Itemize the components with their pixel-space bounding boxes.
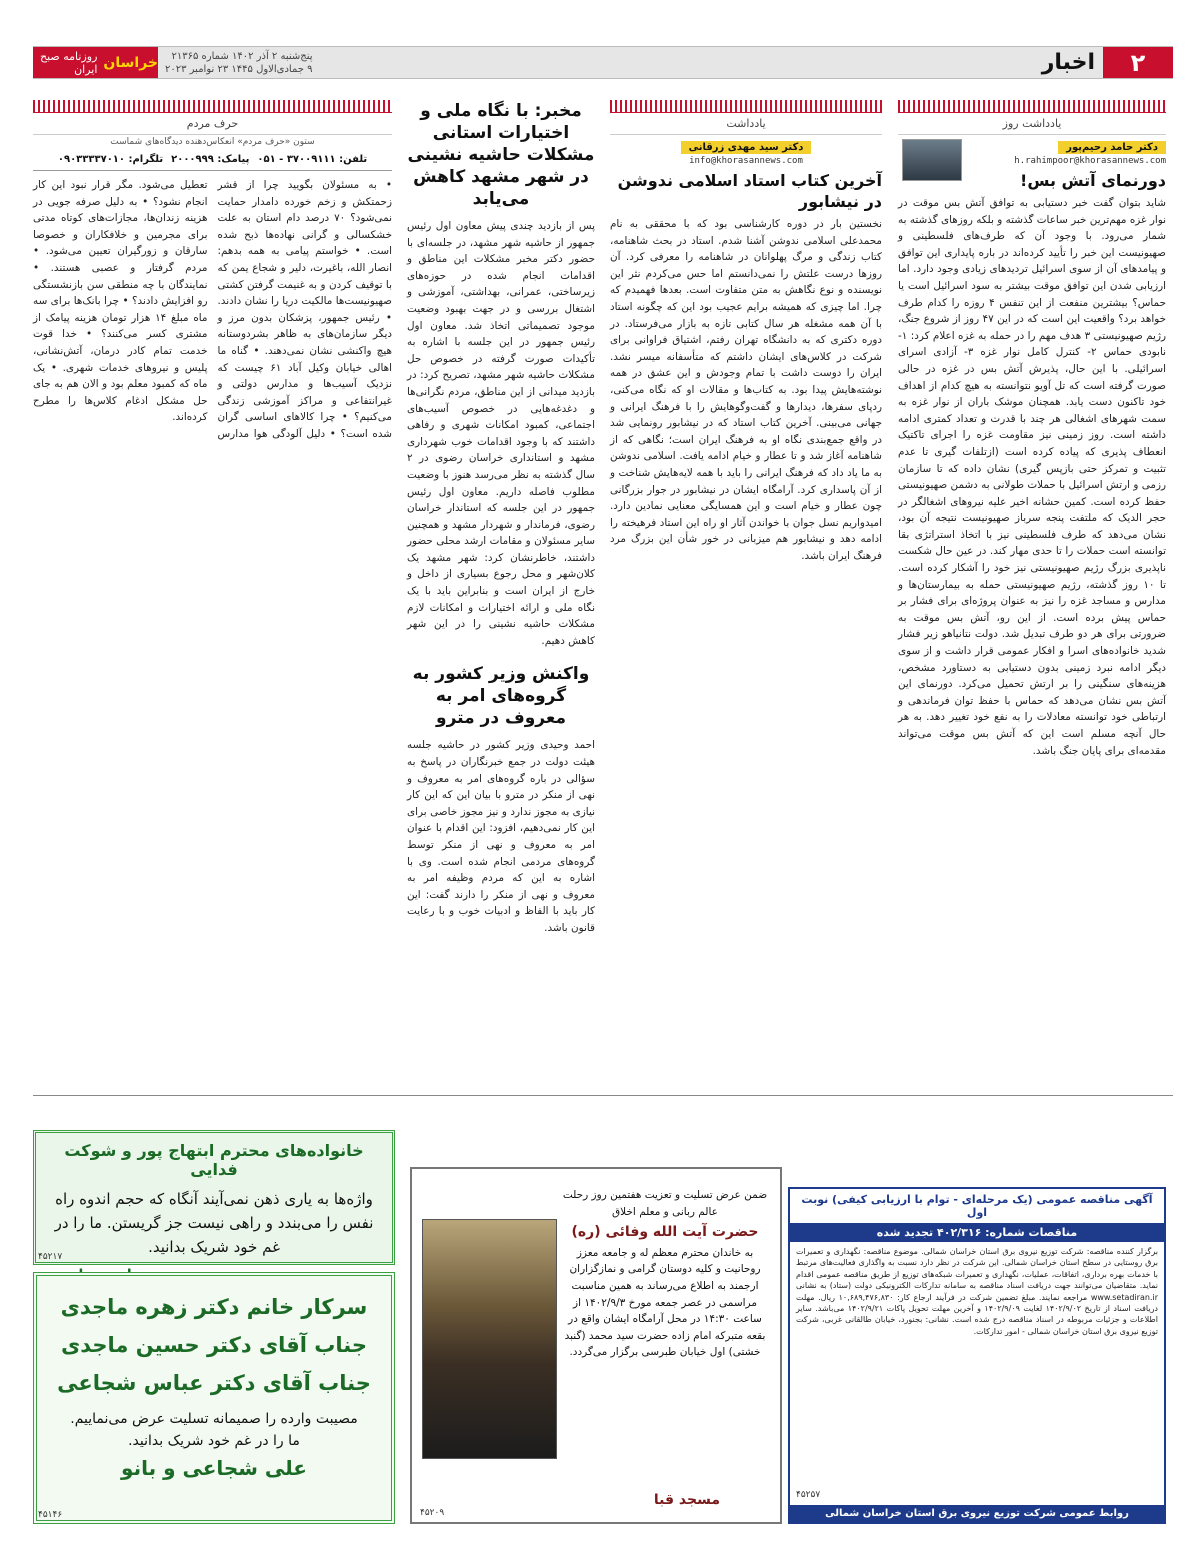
date-line-2: ۹ جمادی‌الاول ۱۴۴۵ ۲۳ نوامبر ۲۰۲۳ — [165, 64, 313, 75]
column-kicker: یادداشت — [610, 113, 882, 135]
ad-signature: علی شجاعی و بانو — [121, 1456, 307, 1480]
sms-number[interactable]: پیامک: ۲۰۰۰۹۹۹ — [171, 154, 250, 165]
article-body: نخستین بار در دوره کارشناسی بود که با محققی به نام محمدعلی اسلامی ندوشن آشنا شدم. استاد در بحث شاهنامه، کتاب زندگی و مرگ پهلوانان در شاهنامه را معرفی کرد. آن روزها درست علتش را نمی‌دانستم اما حس می‌کردم نثر این نویسنده و نوع نگاهش به متن متفاوت است. بعدها فهمیدم که چرا. اما چیزی که همیشه برایم عجیب بود این که چگونه استاد با آن همه مشغله هر سال کتابی تازه به بازار می‌فرستاد. در دوره دکتری که به دانشگاه تهران رفتم، اشتیاق فراوانی برای شرکت در کلاس‌های ایشان داشتم که متأسفانه میسر نشد. ایران را دوست داشت با تمام وجودش و این عشق در همه نوشته‌هایش پیدا بود. به کتاب‌ها و مقالات او که نگاه می‌کنی، ردپای سفرها، دیدارها و گفت‌وگوهایش را با فرهنگ ایرانی و جهانی می‌بینی. آخرین کتاب استاد که در نیشابور رونمایی شد در واقع جمع‌بندی نگاه او به فرهنگ ایران است؛ نگاهی که از شاهنامه آغاز شد و تا عطار و خیام ادامه یافت. اسلامی ندوشن به ما یاد داد که فرهنگ ایرانی را باید با همه لایه‌هایش شناخت و از آن پاسداری کرد. آرامگاه ایشان در نیشابور در جوار بزرگانی چون عطار و خیام است و این همسایگی معنایی نمادین دارد. امیدواریم نسل جوان با خواندن آثار او راه این استاد فرهیخته را ادامه دهد و نیشابور هم میزبانی در خور شأن این بزرگ مرد فرهنگ ایران باشد. — [610, 218, 882, 562]
brand-logo — [33, 47, 158, 78]
memorial-ad — [410, 1167, 782, 1524]
tender-footer: روابط عمومی شرکت توزیع نیروی برق استان خراسان شمالی — [790, 1505, 1164, 1522]
news-headline-1: مخبر: با نگاه ملی و اختیارات استانی مشکلات حاشیه نشینی در شهر مشهد کاهش می‌یابد — [407, 101, 595, 209]
recipient-line-1: سرکار خانم دکتر زهره ماجدی — [60, 1295, 368, 1319]
news-headline-2: واکنش وزیر کشور به گروه‌های امر به معروف در مترو — [412, 664, 590, 729]
column-public-voice — [33, 100, 392, 1090]
recipient-line-2: جناب آقای دکتر حسین ماجدی — [60, 1333, 368, 1357]
tender-ad — [788, 1187, 1166, 1524]
column-kicker: یادداشت روز — [898, 113, 1166, 135]
news-body-2: احمد وحیدی وزیر کشور در حاشیه جلسه هیئت دولت در جمع خبرنگاران در پاسخ به سؤالی در باره گروه‌های امر به معروف و نهی از منکر در مترو با بیان این که این کار نیازی به مجوز ندارد و نیز مجوز خاصی برای این کار نمی‌دهیم، افزود: این اقدام با عنوان امر به معروف و نهی از منکر توسط گروه‌های مردمی انجام شده است. وی با اشاره به این که مردم وظیفه امر به معروف و نهی از منکر را دارند گفت: این کار باید با الفاظ و ادبیات خوب و با رعایت قانون باشد. — [407, 739, 595, 934]
page-header — [33, 46, 1173, 79]
author-name: دکتر سید مهدی زرقانی — [681, 141, 812, 154]
author-name: دکتر حامد رحیم‌پور — [1058, 141, 1166, 154]
ad-code: ۴۵۱۴۶ — [38, 1510, 63, 1520]
tender-title: آگهی مناقصه عمومی (یک مرحله‌ای - توام با ارزیابی کیفی) نوبت اول — [790, 1189, 1164, 1223]
article-body: شاید بتوان گفت خبر دستیابی به توافق آتش بس موقت در نوار غزه مهم‌ترین خبر ساعات گذشته و بلکه روزهای گذشته به شمار می‌رود. با وجود آن که طرف‌های فلسطینی و صهیونیست این خبر را تأیید کرده‌اند در باره پایداری این توافق و پیامدهای آن از سوی اسرائیل تردیدهای زیادی وجود دارد. اما ارزیابی شدن این توافق موقت بیشتر به سود اسرائیل است یا حماس؟ بیشترین منفعت از این تنفس ۴ روزه را کدام طرف خواهد برد؟ واقعیت این است که در این ۴۷ روز از شروع جنگ، رژیم صهیونیستی ۳ هدف مهم را در حمله به غزه اعلام کرد: ۱- نابودی حماس ۲- کنترل کامل نوار غزه ۳- آزادی اسرای اسرائیلی. با این حال، پذیرش آتش بس در غزه در حالی صورت گرفته است که تل آویو نتوانسته به هیچ کدام از اهداف خود تاکنون دست یابد. همچنان موشک باران از نوار غزه به سمت شهرهای اشغالی هر چند با قدرت و تعداد کمتری ادامه داشته است. روز زمینی نیز مقاومت غزه را اجرای تاکتیک انعطاف پذیری که پیاده کرده است (ازتلفات گیری تا عدم تثبیت و تمرکز حتی بازپس گیری) نشان داده که تا سازمان رزمی و ارتش اسرائیل با حملات طولانی به دشمن صهیونیستی حفظ کرده است. کمین حشانه اخیر علیه نیروهای اشغالگر در حجر الدیک که ملتفت پنجه سرباز صهیونیست نتیجه آن بود، نشان می‌دهد که طرف فلسطینی نیز با اتخاذ استراتژی بقا توانسته است حملات را تا حدی مهار کند. در عین حال شکست ناپذیری بزرگ رژیم صهیونیستی نیز خود را آشکار کرده است. تا ۱۰ روز گذشته، رژیم صهیونیستی حمله به بیمارستان‌ها و مدارس و مساجد غزه را نیز به عنوان پروژه‌ای برای فشار بر حماس پیش برده است. از این رو، آتش بس موقت به ضرورتی برای هر دو طرف تبدیل شد. دولت نتانیاهو زیر فشار شدید خانواده‌های اسرا و افکار عمومی قرار داشت و از سوی دیگر ادامه نبرد زمینی بدون دستیابی به دستاورد مشخص، هزینه‌های سنگینی را بر ارتش تحمیل می‌کرد. دورنمای این آتش بس نشان می‌دهد که حماس با حفظ توان فرماندهی و ارتباطی خود توانسته معادلات را به نفع خود تغییر دهد. به هر حال آنچه مسلم است این که آتش بس موقت می‌تواند مقدمه‌ای برای پایان جنگ باشد. — [898, 197, 1166, 757]
brand-name: خراسان — [103, 54, 158, 71]
phone-number[interactable]: تلفن: ۳۷۰۰۹۱۱۱ - ۰۵۱ — [257, 154, 368, 165]
brand-subtitle: روزنامه صبح ایران — [40, 49, 98, 76]
condolence-ad-family — [33, 1130, 395, 1265]
decorative-stripe — [610, 100, 882, 113]
issue-dates — [165, 50, 313, 76]
author-email[interactable]: info@khorasannews.com — [689, 156, 803, 166]
decorative-stripe — [898, 100, 1166, 113]
column-kicker: حرف مردم — [33, 113, 392, 135]
ad-text-1: مصیبت وارده را صمیمانه تسلیت عرض می‌نماییم. — [70, 1411, 358, 1427]
page-number: ۲ — [1103, 47, 1173, 78]
divider — [33, 1095, 1173, 1096]
tender-number: مناقصات شماره: ۴۰۲/۳۱۶ تجدید شده — [790, 1223, 1164, 1242]
article-headline: آخرین کتاب استاد اسلامی ندوشن در نیشابور — [617, 171, 882, 211]
recipient-line-3: جناب آقای دکتر عباس شجاعی — [57, 1371, 371, 1395]
ad-code: ۴۵۲۵۷ — [796, 1490, 821, 1500]
condolence-ad-doctors — [33, 1272, 395, 1524]
column-news — [407, 100, 595, 1090]
memorial-text — [560, 1187, 770, 1361]
column-note — [610, 100, 882, 1090]
memorial-body: به خاندان محترم معظم له و جامعه معزز روحانیت و کلیه دوستان گرامی و نمازگزاران ارجمند به اطلاع می‌رساند به همین مناسبت مراسمی در عصر جمعه مورخ ۱۴۰۲/۹/۳ از ساعت ۱۴:۳۰ در محل آرامگاه ایشان واقع در بقعه متبرکه امام زاده حضرت سید محمد (گنبد خشتی) اول خیابان طبرسی برگزار می‌گردد. — [564, 1246, 766, 1359]
telegram-number[interactable]: تلگرام: ۰۹۰۳۳۳۳۷۰۱۰ — [57, 154, 164, 165]
column-editorial — [898, 100, 1166, 1090]
ad-code: ۴۵۲۰۹ — [420, 1508, 445, 1518]
decorative-stripe — [33, 100, 392, 113]
ad-text: واژه‌ها به یاری ذهن نمی‌آیند آنگاه که حجم اندوه راه نفس را می‌بندد و راهی نیست جز گریستن. ما را در غم خود شریک بدانید. — [54, 1190, 374, 1256]
ad-code: ۴۵۲۱۷ — [38, 1252, 63, 1262]
public-comments: • به مسئولان بگویید چرا از قشر زحمتکش و زخم خورده دامدار حمایت نمی‌شود؟ ۷۰ درصد دام استان به علت خشکسالی و گرانی نهاده‌ها ذبح شده است. • خواستم پیامی به همه بدهم: انصار الله، باغیرت، دلیر و شجاع یمن که با توقیف کردن و به غنیمت گرفتن کشتی صهیونیست‌ها مالکیت دریا را نشان دادند. • رئیس جمهور، پزشکان بدون مرز و دیگر سازمان‌های به ظاهر بشردوستانه هیچ واکنشی نشان نمی‌دهند. • گناه ما اهالی خیابان وکیل آباد ۶۱ چیست که نزدیک آسیب‌ها و مدارس دولتی و غیرانتفاعی و مراکز آموزشی زندگی می‌کنیم؟ • چرا کالاهای اساسی گران شده است؟ • دلیل آلودگی هوا مدارس تعطیل می‌شود. مگر قرار نبود این کار انجام نشود؟ • به دلیل صرفه جویی در هزینه زندان‌ها، مجازات‌های کوتاه مدتی برای مجرمین و خلافکاران و خصوصا سارقان و زورگیران تعیین می‌شود. • مردم گرفتار و عصبی هستند. • نمایندگان با چه منطقی سن بازنشستگی رو افزایش دادند؟ • چرا بانک‌ها برای سه ماه مبلغ ۱۴ هزار تومان هزینه پیامک از مشتری کسر می‌کنند؟ • خدا قوت خدمت تمام کادر درمان، آتش‌نشانی، پلیس و نیروهای خدمات شهری. • یک ماه که کمبود معلم بود و الان هم به جای حل مشکل ادغام کلاس‌ها را مطرح کرده‌اند. — [33, 179, 392, 440]
article-headline: دورنمای آتش بس! — [1020, 171, 1166, 190]
ad-text-2: ما را در غم خود شریک بدانید. — [128, 1433, 300, 1449]
contact-bar — [33, 149, 392, 171]
news-body-1: پس از بازدید چندی پیش معاون اول رئیس جمهور از حاشیه شهر مشهد، در جلسه‌ای با حضور دکتر مخبر مشکلات این مناطق و اقدامات انجام شده در حوزه‌های زیرساختی، عمرانی، بهداشتی، آموزشی و اشتغال بررسی و در جهت بهبود وضعیت موجود تصمیماتی اتخاذ شد. معاون اول رئیس جمهور در این جلسه با اشاره به تأکیدات صورت گرفته در خصوص حل مشکلات حاشیه شهر مشهد، تصریح کرد: در بازدید میدانی از این مناطق، مردم نگرانی‌ها و دغدغه‌هایی در خصوص آسیب‌های اجتماعی، کمبود امکانات شهری و رفاهی داشتند که با وجود اقدامات خوب شهرداری مشهد و استانداری خراسان رضوی در ۲ سال گذشته به نظر می‌رسد هنوز با وضعیت مطلوب فاصله داریم. معاون اول رئیس جمهور در این جلسه که استاندار خراسان رضوی، فرماندار و شهردار مشهد و همچنین سایر مسئولان و مقامات ارشد محلی حضور داشتند، خاطرنشان کرد: شهر مشهد یک کلان‌شهر و محل رجوع بسیاری از داخل و خارج از ایران است و بنابراین باید با یک نگاه ملی و ارائه اختیارات و امکانات لازم مشکلات حاشیه نشینی را در این شهر کاهش دهیم. — [407, 220, 595, 647]
ad-title: خانواده‌های محترم ابتهاج پور و شوکت فدایی — [64, 1141, 364, 1179]
date-line-1: پنج‌شنبه ۲ آذر ۱۴۰۲ شماره ۲۱۳۶۵ — [171, 51, 313, 62]
author-email[interactable]: h.rahimpoor@khorasannews.com — [1014, 156, 1166, 166]
memorial-name: حضرت آیت الله وفائی (ره) — [571, 1224, 759, 1241]
cleric-portrait — [422, 1219, 557, 1459]
tender-body: برگزار کننده مناقصه: شرکت توزیع نیروی برق استان خراسان شمالی. موضوع مناقصه: نگهداری و تعمیرات برق روستایی در سطح استان خراسان شمالی. این شرکت در نظر دارد نسبت به واگذاری فعالیت‌های مرتبط با خدمات بهره برداری، اتفاقات، عملیات، نگهداری و تعمیرات شبکه‌های توزیع از طریق مناقصه عمومی اقدام نماید. متقاضیان می‌توانند جهت دریافت اسناد مناقصه به سامانه تدارکات الکترونیکی دولت (ستاد) به نشانی www.setadiran.ir مراجعه نمایند. مبلغ تضمین شرکت در فرآیند ارجاع کار: ۱۰,۶۸۹,۴۷۶,۸۳۰ ریال. مهلت دریافت اسناد از تاریخ ۱۴۰۲/۹/۰۲ لغایت ۱۴۰۲/۹/۰۹ و آخرین مهلت تحویل پاکات ۱۴۰۲/۹/۲۱ می‌باشد. سایر اطلاعات و جزئیات مربوطه در اسناد مناقصه درج شده است. نشانی: بجنورد، خیابان طالقانی غربی، شرکت توزیع نیروی برق استان خراسان شمالی - امور تدارکات. — [796, 1247, 1158, 1336]
memorial-signature: مسجد قبا — [653, 1492, 720, 1508]
memorial-intro: ضمن عرض تسلیت و تعزیت هفتمین روز رحلت عالم ربانی و معلم اخلاق — [562, 1189, 768, 1218]
section-title: اخبار — [1041, 50, 1095, 75]
column-subkicker: ستون «حرف مردم» انعکاس‌دهنده دیدگاه‌های شماست — [110, 137, 315, 147]
author-photo — [902, 139, 962, 181]
